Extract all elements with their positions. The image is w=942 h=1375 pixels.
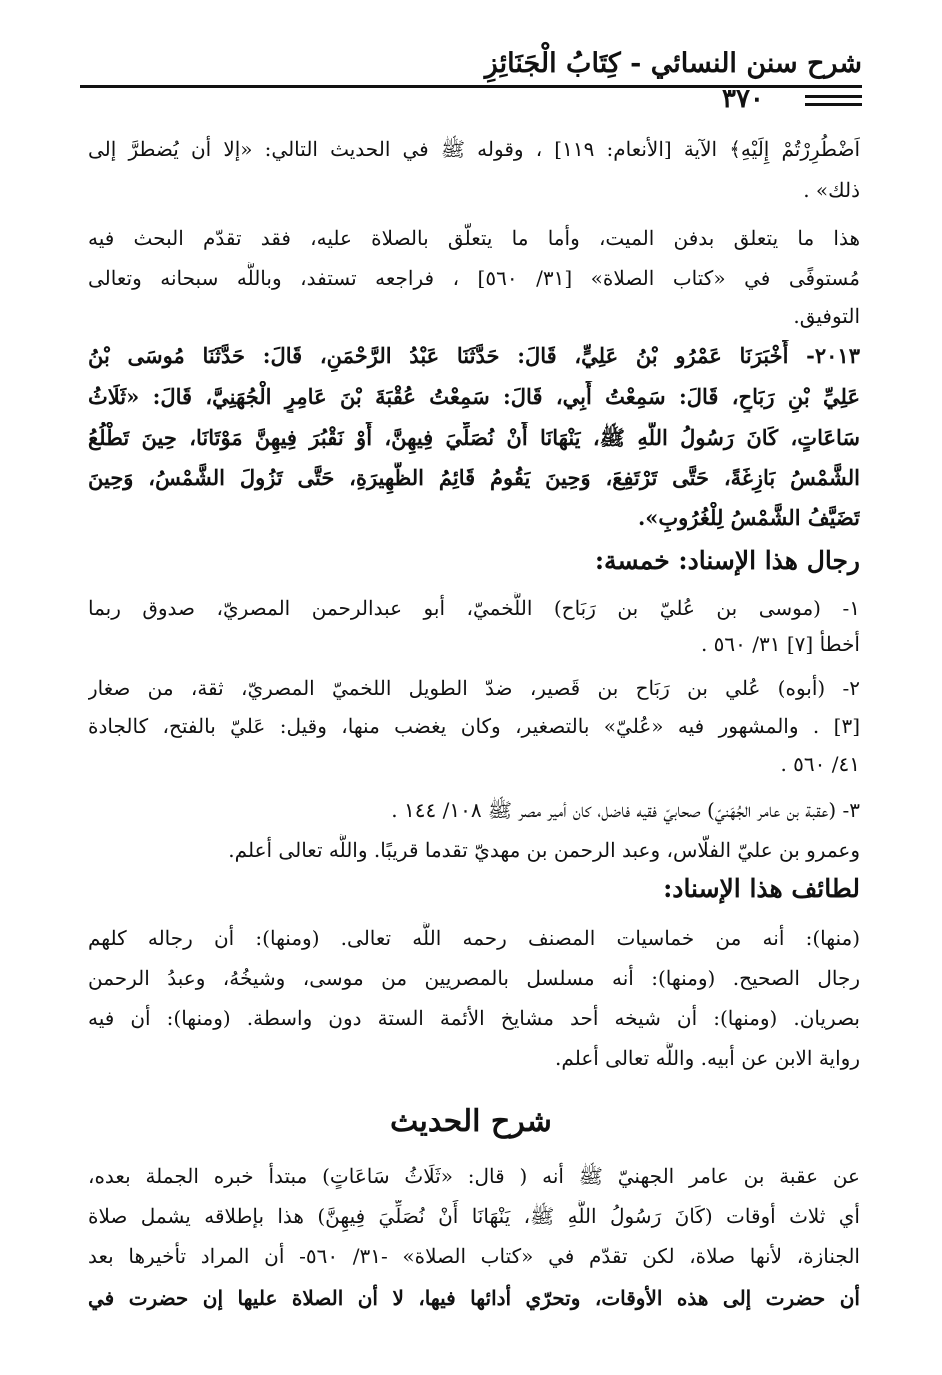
intro-line: هذا ما يتعلق بدفن الميت، وأما ما يتعلّق بالصلاة عليه، فقد تقدّم البحث فيه — [88, 226, 860, 250]
intro-line: مُستوفًى في «كتاب الصلاة» [٣١/ ٥٦٠] ، فراجعه تستفد، وباللَّه سبحانه وتعالى — [88, 266, 860, 290]
subtleties-heading: لطائف هذا الإسناد: — [663, 874, 860, 903]
subtleties-line: بصريان. (ومنها): أن شيخه أحد مشايخ الأئمة الستة دون واسطة. (ومنها): أن فيه — [88, 1006, 860, 1030]
page-number-rule-1 — [805, 95, 862, 98]
narrator-line: ٤١/ ٥٦٠ . — [780, 752, 860, 776]
hadith-line: تَضَيَّفُ الشَّمْسُ لِلْغُرُوبِ». — [637, 505, 860, 530]
subtleties-line: رجال الصحيح. (ومنها): أنه مسلسل بالمصريين من موسى، وشيخُهُ، وعبدُ الرحمن — [88, 966, 860, 990]
page-number-rule-2 — [805, 103, 862, 106]
narrator-line: [٣] . والمشهور فيه «عُليّ» بالتصغير، وكان يغضب منها، وقيل: عَليّ بالفتح، كالجادة — [88, 714, 860, 738]
commentary-line: أن حضرت إلى هذه الأوقات، وتحرّي أدائها فيها، لا أن الصلاة عليها إن حضرت في — [88, 1286, 860, 1310]
subtleties-line: رواية الابن عن أبيه. واللَّه تعالى أعلم. — [555, 1046, 860, 1070]
narrator-line: وعمرو بن عليّ الفلّاس، وعبد الرحمن بن مهديّ تقدما قريبًا. واللَّه تعالى أعلم. — [228, 838, 860, 862]
subtleties-line: (منها): أنه من خماسيات المصنف رحمه اللَّه تعالى. (ومنها): أن رجاله كلهم — [88, 926, 860, 950]
commentary-heading: شرح الحديث — [390, 1104, 552, 1139]
narrator-line: أخطأ [٧] ٣١/ ٥٦٠ . — [700, 632, 860, 656]
commentary-line: عن عقبة بن عامر الجهنيّ ﷺ أنه ( قال: «ثَلَاثُ سَاعَاتٍ) مبتدأ خبره الجملة بعده، — [88, 1164, 860, 1188]
hadith-line: عَلِيِّ بْنِ رَبَاحٍ، قَالَ: سَمِعْتُ أَبِي، قَالَ: سَمِعْتُ عُقْبَةَ بْنَ عَامِرٍ الْجُهَنِيَّ، قَالَ: «ثَلَاثُ — [88, 384, 860, 409]
running-header-title: شرح سنن النسائي - كِتَابُ الْجَنَائِزِ — [484, 48, 862, 79]
narrator-line: ٣- (عقبة بن عامر الجُهَنيّ) صحابيّ فقيه فاضل، كان أمير مصر ﷺ ١٠٨/ ١٤٤ . — [391, 798, 860, 822]
page-number: ٣٧٠ — [722, 84, 764, 114]
commentary-line: الجنازة، لأنها صلاة، لكن تقدّم في «كتاب الصلاة» -٣١/ ٥٦٠- أن المراد تأخيرها بعد — [88, 1244, 860, 1268]
narrators-heading: رجال هذا الإسناد: خمسة: — [594, 546, 860, 575]
commentary-line: أي ثلاث أوقات (كَانَ رَسُولُ اللَّهِ ﷺ، يَنْهَانَا أَنْ نُصَلِّيَ فِيهِنَّ) هذا بإطلاقه يشمل صلاة — [88, 1204, 860, 1228]
intro-line: ذلك» . — [803, 178, 860, 202]
narrator-line: ٢- (أبوه) عُلي بن رَبَاح بن قَصير، ضدّ الطويل اللخميّ المصريّ، ثقة، من صغار — [88, 676, 860, 700]
hadith-line: سَاعَاتٍ، كَانَ رَسُولُ اللَّهِ ﷺ، يَنْهَانَا أَنْ نُصَلِّيَ فِيهِنَّ، أَوْ نَقْبُرَ فِيهِنَّ مَوْتَانَا، حِينَ تَطْلُعُ — [88, 425, 860, 450]
intro-line: اَضْطُرِرْتُمْ إِلَيْهِ﴾ الآية [الأنعام: ١١٩] ، وقوله ﷺ في الحديث التالي: «إلا أن يُضطرَّ إلى — [88, 137, 860, 161]
hadith-line: ٢٠١٣- أَخْبَرَنَا عَمْرُو بْنُ عَلِيٍّ، قَالَ: حَدَّثَنَا عَبْدُ الرَّحْمَنِ، قَالَ: حَدَّثَنَا مُوسَى بْنُ — [88, 343, 860, 368]
intro-line: التوفيق. — [793, 304, 860, 328]
narrator-line: ١- (موسى بن عُليّ بن رَبَاح) اللَّخميّ، أبو عبدالرحمن المصريّ، صدوق ربما — [88, 596, 860, 620]
hadith-line: الشَّمْسُ بَازِغَةً، حَتَّى تَرْتَفِعَ، وَحِينَ يَقُومُ قَائِمُ الظَّهِيرَةِ، حَتَّى تَزُولَ الشَّمْسُ، وَحِينَ — [88, 465, 860, 490]
